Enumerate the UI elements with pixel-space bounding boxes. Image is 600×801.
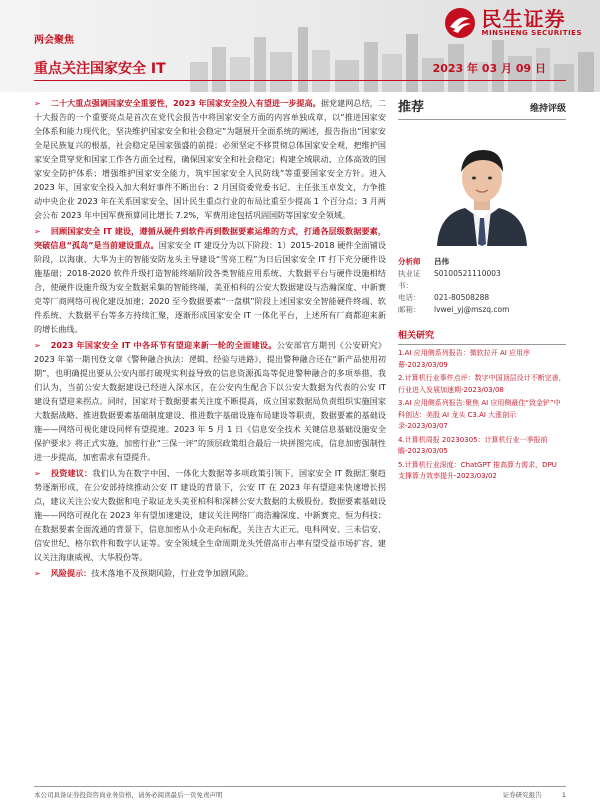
- title-divider: [34, 80, 566, 81]
- phone-value: 021-80508288: [434, 293, 490, 302]
- report-title: 重点关注国家安全 IT: [34, 61, 166, 77]
- related-research-item[interactable]: 3.AI 应用侧系列报告:聚焦 AI 应用侧最佳“致金铲”中科创达：美股 AI 龙头 C3.AI 大涨剖示录-2023/03/07: [398, 399, 561, 430]
- paragraph-policy: [34, 96, 386, 222]
- related-research-item[interactable]: 5.计算机行业深度：ChatGPT 推高算力需求，DPU 支撑算力效率提升-2023/03/02: [398, 460, 557, 480]
- analyst-email-row: [398, 304, 566, 316]
- related-research-item[interactable]: 4.计算机周报 20230305：计算机行业一季报前瞻-2023/03/05: [398, 435, 548, 455]
- footer-right: [485, 790, 566, 799]
- cert-label: 执业证书：: [398, 269, 421, 290]
- analyst-photo: [427, 128, 537, 246]
- arrow-bullet-icon: ➢: [34, 226, 41, 236]
- report-tag: 两会聚焦: [34, 35, 74, 46]
- paragraph-text: 据党建网总结，二十大报告的一个重要亮点是首次在党代会报告中将国家安全方面的内容单独成章，以“推进国家安全体系和能力现代化，坚决维护国家安全和社会稳定”为题展开全面系统的阐述，报告指出“国家安全是民族复兴的根基，社会稳定是国家强盛的前提；必须坚定不移贯彻总体国家安全观，把维护国家安全贯穿党和国家工作各方面全过程，确保国家安全和社会稳定；构建全域联动、立体高效的国家安全防护体系；增强维护国家安全能力，筑牢国家安全人民防线”等重要国家安全方针。进入 2023 年，国家安全投入加大利好事件不断出台：2 月国资委党委书记、主任张玉卓发文，力争推动中央企业 2023 年在关系国家安全、国计民生重点行业的布局比重至少提高 1 个百分点；3 月两会公布 2023 年中国军费预算同比增长 7.2%，军费用途包括巩固国防等国家安全领域。: [34, 98, 386, 220]
- arrow-bullet-icon: ➢: [34, 468, 41, 478]
- paragraph-lead: 风险提示：: [50, 568, 92, 578]
- email-label: 邮箱：: [398, 305, 421, 314]
- paragraph-outlook: [34, 338, 386, 464]
- analyst-name-row: [398, 256, 566, 268]
- rating-header: [398, 96, 566, 120]
- analyst-cert-row: [398, 268, 566, 292]
- paragraph-text: 国家安全 IT 建设分为以下阶段：1）2015-2018 硬件全面铺设阶段，以海康、大华为主的智能安防龙头主导建设“雪亮工程”为日后国家安全 IT 打下充分硬件设施基础；2018-2020 软件升级打造智能终端阶段各类智能应用系统、大数据平台与硬件设施相结合，使硬件设施升级为安全数据采集的智能终端，美亚柏科的公安大数据建设与浩瀚深度、中新赛克等厂商网络可视化建设加速；2020 至今数据要素“一盘棋”阶段上述国家安全智能硬件终端、软件系统、大数据平台等多方持续汇聚，逐渐形成国家安全 IT 一体化平台，上述所有厂商都迎来新的增长曲线。: [34, 240, 386, 334]
- footer-disclaimer: 本公司具备证券投资咨询业务资格，请务必阅读最后一页免责声明: [34, 790, 223, 799]
- brand-name-cn: 民生证券: [481, 7, 566, 31]
- related-research-item[interactable]: 1.AI 应用侧系列报告：微软拉开 AI 应用序幕-2023/03/09: [398, 349, 531, 369]
- rating-label: 维持评级: [529, 104, 566, 114]
- related-research-item[interactable]: 2.计算机行业事件点评：数字中国顶层设计不断完善，行业进入发展加速期-2023/03/08: [398, 374, 566, 394]
- paragraph-lead: 2023 年国家安全 IT 中各环节有望迎来新一轮的全面建设。: [50, 340, 277, 350]
- brand-logo: [444, 6, 583, 40]
- minsheng-logo-icon: [444, 7, 476, 39]
- page-footer: [34, 786, 566, 801]
- analyst-role-label: 分析师: [398, 257, 421, 266]
- analyst-info: [398, 256, 566, 316]
- phone-label: 电话：: [398, 293, 421, 302]
- footer-report-type: 证券研究报告: [502, 790, 542, 799]
- email-value[interactable]: lvwei_yj@mszq.com: [434, 305, 510, 314]
- paragraph-risk: [34, 566, 386, 580]
- footer-page-number: 1: [561, 790, 566, 799]
- paragraph-text: 公安部官方期刊《公安研究》2023 年第一期刊登文章《警种融合执法：逻辑、经验与进路》，提出警种融合还在“新产品使用初期”，也明确提出要从公安内部打破现实利益导致的信息资源孤岛等促进警种融合的多项举措，我们认为，当前公安大数据建设已经进入深水区，在公安内生配合下以公安大数据为代表的公安 IT 建设有望迎来拐点。同时，国家对于数据要素关注度不断提高，成立国家数据局负责组织实施国家大数据战略、推进数据要素基础制度建设、推进数字基础设施布局建设等职责，数据要素的基础设施——网络可视化建设同样有望提速。2023 年 5 月 1 日《信息安全技术 关键信息基础设施安全保护要求》将正式实施，加密行业“三保一评”的顶层政策组合最后一块拼图完成，信息加密强制性进一步提高，加密需求有望提升。: [34, 340, 386, 462]
- related-research-title: 相关研究: [398, 328, 566, 345]
- paragraph-investment: [34, 466, 386, 564]
- analyst-phone-row: [398, 292, 566, 304]
- paragraph-text: 技术落地不及预期风险，行业竞争加剧风险。: [91, 568, 254, 578]
- paragraph-lead: 投资建议：: [50, 468, 93, 478]
- paragraph-history: [34, 224, 386, 336]
- arrow-bullet-icon: ➢: [34, 340, 41, 350]
- report-date: 2023 年 03 月 09 日: [432, 62, 546, 75]
- recommend-label: 推荐: [398, 100, 425, 115]
- arrow-bullet-icon: ➢: [34, 568, 41, 578]
- paragraph-text: 我们认为在数字中国、一体化大数据等多项政策引领下，国家安全 IT 数据汇聚趋势逐渐形成，在公安部持续推动公安 IT 建设的背景下，公安 IT 在 2023 年有望迎来快速增长拐点，建议关注公安大数据和电子取证龙头美亚柏科和深耕公安大数据的太极股份。数据要素基础设施——网络可视化在 2023 年有望加速建设，建议关注网络厂商浩瀚深度、中新赛克、恒为科技；在数据要素全面流通的背景下，信息加密从小众走向标配，关注吉大正元、电科网安、三未信安、信安世纪、格尔软件和数字认证等。安全领域全生命周期龙头凭借高市占率有望受益市场扩容，建议关注海康威视、大华股份等。: [34, 468, 386, 562]
- brand-name-en: MINSHENG SECURITIES: [481, 29, 582, 37]
- sidebar: [398, 96, 566, 485]
- paragraph-lead: 回顾国家安全 IT 建设，遵循从硬件到软件再到数据要素运维的方式，打通各层级数据要素，突破信息“孤岛”是当前建设重点。: [34, 226, 386, 250]
- paragraph-lead: 二十大重点强调国家安全重要性，2023 年国家安全投入有望进一步提高。: [50, 98, 321, 108]
- main-body: [34, 96, 386, 582]
- arrow-bullet-icon: ➢: [34, 98, 41, 108]
- cert-value: S0100521110003: [434, 269, 501, 278]
- analyst-name: 吕伟: [434, 257, 449, 266]
